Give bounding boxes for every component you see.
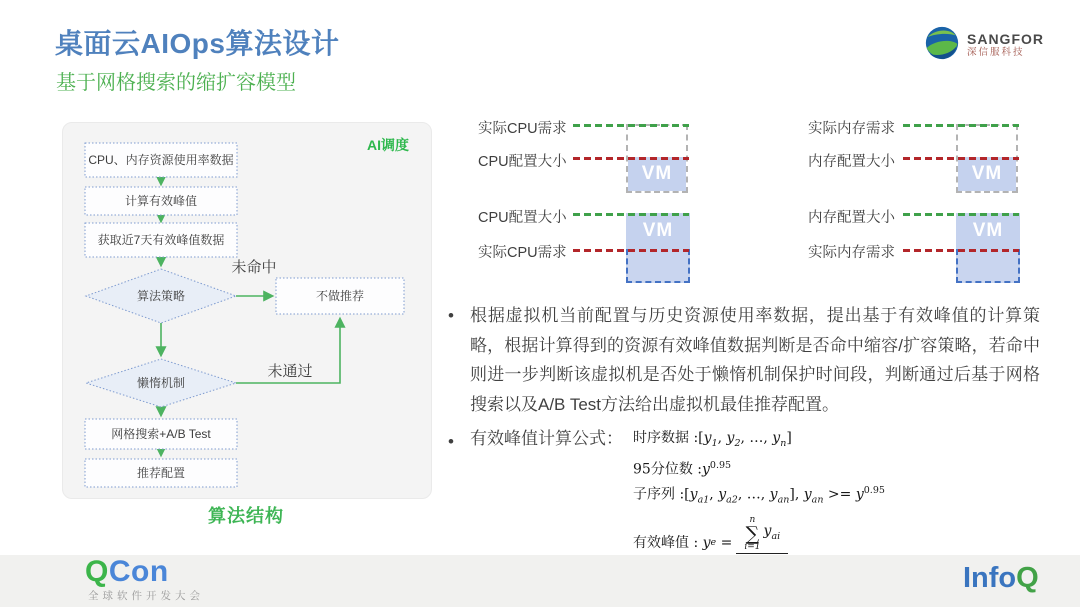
demand-line-green (903, 124, 1019, 127)
formula-row-timeseries: 时序数据 $:[y_1$, $y_2$, …, $y_n$] (633, 430, 792, 449)
node-label: 懒惰机制 (136, 376, 186, 390)
vm-diagram-cpu-shrink (470, 205, 720, 293)
bullet-marker: • (448, 432, 454, 451)
vm-box: VM (626, 213, 690, 249)
bullet-marker: • (448, 306, 454, 325)
summation-symbol: n ∑ i=1 (744, 514, 761, 552)
shrink-release-box (626, 249, 690, 283)
vm-box: VM (628, 157, 686, 191)
bullet-item-formula (448, 427, 1040, 570)
node-label: 推荐配置 (136, 466, 186, 480)
flowchart-caption: 算法结构 (208, 506, 284, 526)
node-label: CPU、内存资源使用率数据 (88, 153, 234, 167)
node-label: 获取近7天有效峰值数据 (97, 233, 225, 247)
ai-scheduling-label: AI调度 (367, 137, 409, 153)
bullet-paragraph: 根据虚拟机当前配置与历史资源使用率数据，提出基于有效峰值的计算策略，根据计算得到的资源有效峰值数据判断是否命中缩容/扩容策略，若命中则进一步判断该虚拟机是否处于懒惰机制保护时间段，判断通过后基于网格搜索以及A/B Test方法给出虚拟机最佳推荐配置。 (470, 306, 1040, 414)
vm-diagram-mem-shrink (800, 205, 1050, 293)
shrink-release-box (956, 249, 1020, 283)
formula-row-subsequence: 子序列 $:[y_{a1}$, $y_{a2}$, …, $y_{an}$], $y_{an} >= y^{0.95}$ (633, 485, 885, 506)
footer-bar (0, 555, 1080, 607)
brand-name: SANGFOR (967, 31, 1044, 47)
demand-line-red (903, 249, 1019, 252)
node-label: 不做推荐 (315, 289, 365, 303)
demand-line-red (573, 249, 689, 252)
flowchart-svg (63, 123, 431, 498)
bullet-list (448, 301, 1040, 570)
config-label: CPU配置大小 (478, 210, 567, 226)
config-line-red (573, 157, 689, 160)
node-label: 计算有效峰值 (124, 194, 198, 208)
formula-block (633, 427, 885, 570)
formula-row-percentile: 95分位数 $:y^{0.95}$ (633, 459, 732, 478)
config-label: 内存配置大小 (808, 154, 895, 170)
config-label: CPU配置大小 (478, 154, 567, 170)
demand-label: 实际内存需求 (808, 121, 895, 137)
config-label: 内存配置大小 (808, 210, 895, 226)
edge-label-miss: 未命中 (231, 259, 277, 276)
qcon-logo: QCon (85, 555, 169, 588)
node-label: 算法策略 (136, 289, 186, 303)
formula-row-effective-peak: 有效峰值 : y e = n ∑ i=1 $y_{ai}$ (633, 516, 885, 570)
config-line-red (903, 157, 1019, 160)
flowchart-panel (62, 122, 432, 499)
vm-box: VM (956, 213, 1020, 249)
node-label: 网格搜索+A/B Test (111, 427, 211, 441)
demand-label: 实际内存需求 (808, 245, 895, 261)
demand-label: 实际CPU需求 (478, 245, 567, 261)
fraction: n ∑ i=1 $y_{ai}$ (736, 516, 788, 570)
demand-line-green (573, 124, 689, 127)
infoq-logo: InfoQ (963, 562, 1039, 594)
equals-sign: = (720, 534, 733, 551)
vm-diagram-mem-expand (800, 116, 1050, 204)
globe-icon (925, 26, 959, 65)
page-subtitle: 基于网格搜索的缩扩容模型 (56, 72, 296, 94)
vm-diagram-cpu-expand (470, 116, 720, 204)
formula-intro: 有效峰值计算公式： (470, 429, 623, 448)
peak-label: 有效峰值 : (633, 534, 699, 551)
bullet-item-strategy (448, 301, 1040, 419)
brand-subtitle: 深信服科技 (967, 47, 1025, 58)
config-line-green (903, 213, 1019, 216)
config-line-green (573, 213, 689, 216)
edge-label-not-passed: 未通过 (267, 363, 313, 380)
demand-label: 实际CPU需求 (478, 121, 567, 137)
peak-lhs-var: y (702, 534, 711, 551)
qcon-subtitle: 全球软件开发大会 (88, 590, 204, 602)
sangfor-logo (925, 26, 1044, 65)
page-title: 桌面云AIOps算法设计 (55, 28, 340, 59)
vm-box: VM (958, 157, 1016, 191)
